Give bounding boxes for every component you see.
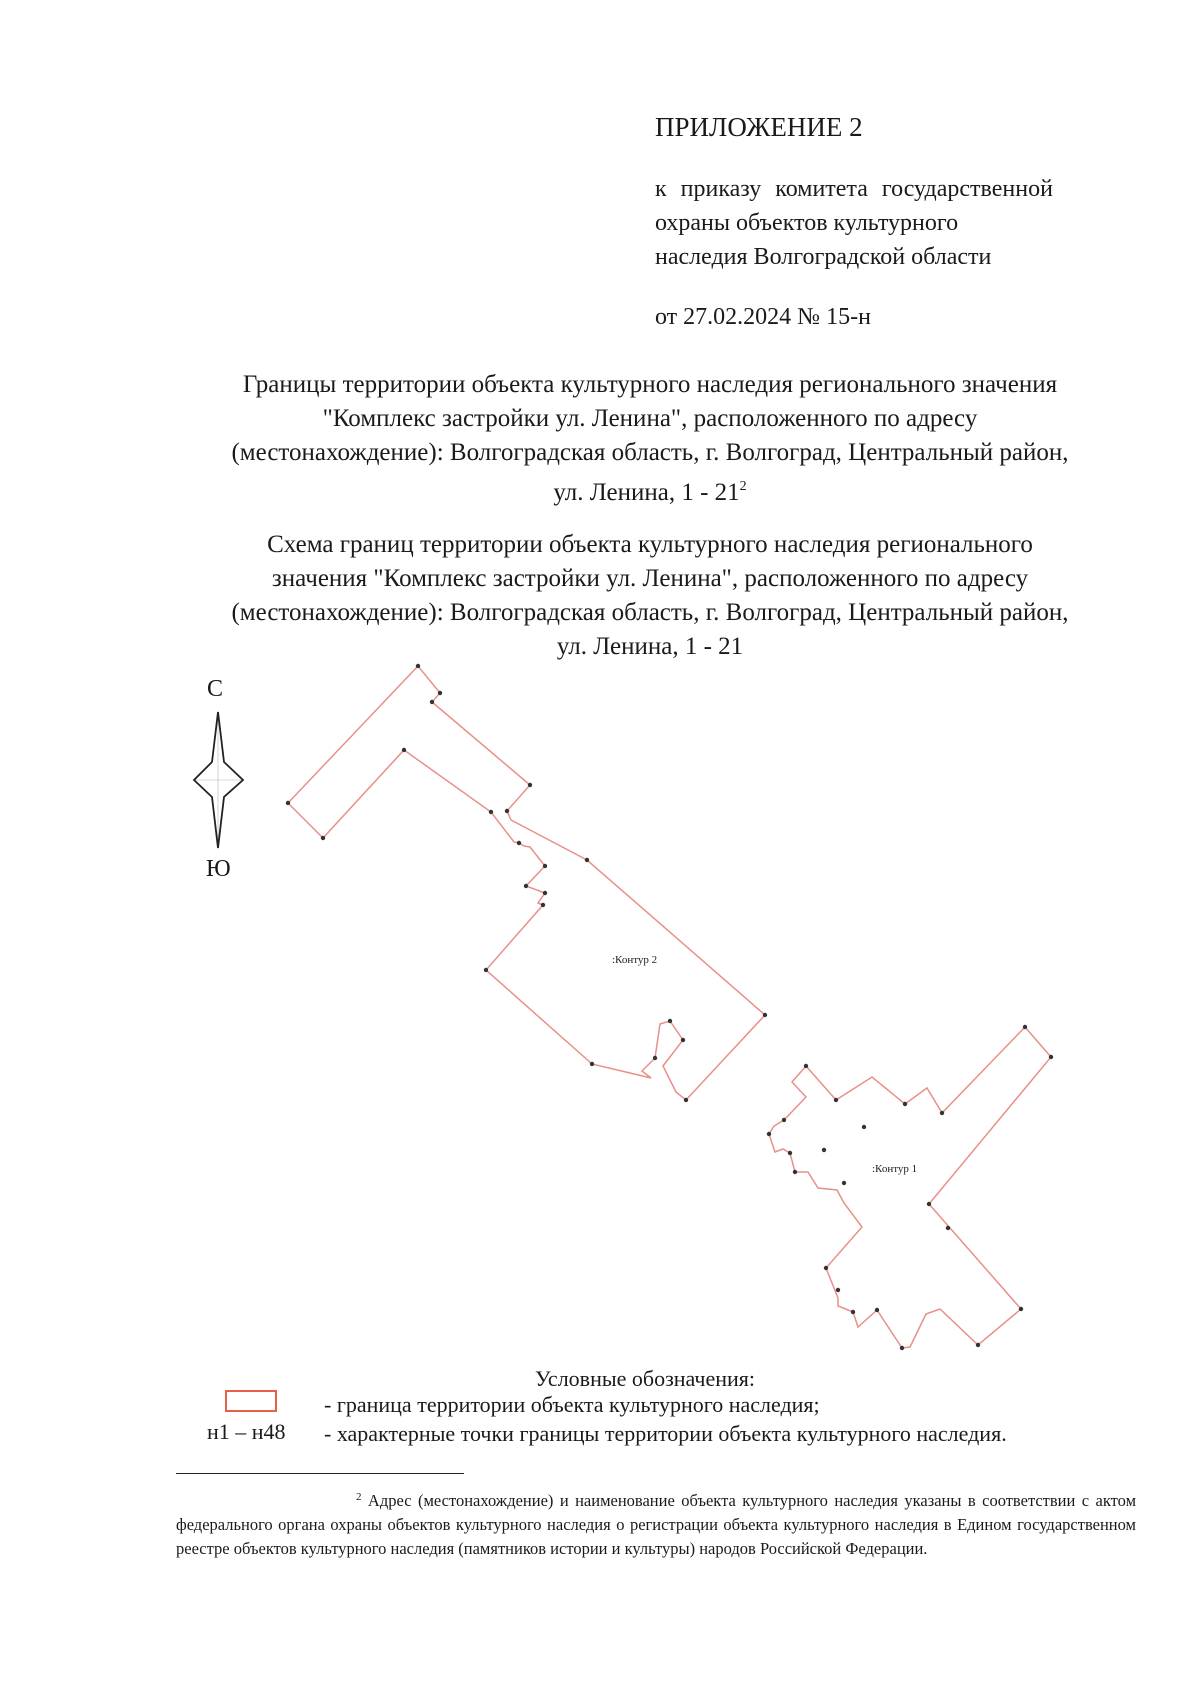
compass-star-icon: [194, 712, 243, 848]
boundary-point: [528, 783, 532, 787]
scheme-heading-line-4: ул. Ленина, 1 - 21: [556, 633, 744, 660]
footnote: [176, 1485, 1136, 1561]
contour-1-boundary: [769, 1027, 1051, 1348]
boundary-point: [804, 1064, 808, 1068]
boundary-point: [788, 1151, 792, 1155]
boundary-point: [862, 1125, 866, 1129]
legend-points-text: - характерные точки границы территории объекта культурного наследия.: [324, 1421, 1007, 1446]
legend-boundary-text: - граница территории объекта культурного наследия;: [324, 1392, 820, 1417]
boundary-point: [842, 1181, 846, 1185]
boundary-point: [927, 1202, 931, 1206]
boundary-point: [416, 664, 420, 668]
main-heading-line-3: (местонахождение): Волгоградская область, г. Волгоград, Центральный район,: [231, 439, 1069, 466]
boundary-point: [763, 1013, 767, 1017]
boundary-point: [946, 1226, 950, 1230]
scheme-heading-line-1: Схема границ территории объекта культурного наследия регионального: [267, 531, 1033, 558]
boundary-point: [484, 968, 488, 972]
boundary-point: [782, 1118, 786, 1122]
footnote-marker: 2: [355, 1491, 362, 1503]
contour-1-label: :Контур 1: [872, 1163, 918, 1175]
footnote-reference[interactable]: 2: [739, 479, 747, 494]
boundary-point: [286, 801, 290, 805]
boundary-point: [684, 1098, 688, 1102]
boundary-point: [543, 891, 547, 895]
boundary-point: [321, 836, 325, 840]
boundary-point: [681, 1038, 685, 1042]
appendix-date-number: от 27.02.2024 № 15-н: [655, 304, 871, 330]
main-heading-line-1: Границы территории объекта культурного наследия регионального значения: [242, 371, 1058, 398]
compass-south-label: Ю: [206, 856, 231, 882]
boundary-point: [1019, 1307, 1023, 1311]
boundary-point: [438, 691, 442, 695]
boundary-point: [1023, 1025, 1027, 1029]
legend-boundary-swatch: [225, 1390, 277, 1412]
boundary-point: [900, 1346, 904, 1350]
scheme-heading-line-3: (местонахождение): Волгоградская область, г. Волгоград, Центральный район,: [231, 599, 1069, 626]
boundary-point: [541, 903, 545, 907]
footnote-divider: [176, 1473, 464, 1474]
compass-north-label: С: [207, 676, 224, 702]
appendix-title: ПРИЛОЖЕНИЕ 2: [655, 112, 863, 142]
boundary-point: [836, 1288, 840, 1292]
boundary-point: [940, 1111, 944, 1115]
boundary-point: [585, 858, 589, 862]
boundary-point: [668, 1019, 672, 1023]
boundary-point: [875, 1308, 879, 1312]
legend-points-range: н1 – н48: [207, 1419, 286, 1444]
boundary-point: [430, 700, 434, 704]
legend-title: Условные обозначения:: [535, 1366, 756, 1391]
boundary-point: [653, 1056, 657, 1060]
contour-2-label: :Контур 2: [612, 954, 658, 966]
appendix-order-line-2: охраны объектов культурного: [655, 210, 959, 236]
scheme-heading-line-2: значения "Комплекс застройки ул. Ленина", расположенного по адресу: [271, 565, 1029, 592]
main-heading-line-2: "Комплекс застройки ул. Ленина", расположенного по адресу: [322, 405, 978, 432]
boundary-point: [834, 1098, 838, 1102]
boundary-point: [822, 1148, 826, 1152]
boundary-point: [489, 810, 493, 814]
boundary-point: [1049, 1055, 1053, 1059]
appendix-order-line-1: к приказу комитета государственной: [655, 176, 1053, 202]
boundary-point: [524, 884, 528, 888]
boundary-point: [590, 1062, 594, 1066]
boundary-point: [517, 841, 521, 845]
boundary-points: [286, 664, 1053, 1350]
boundary-point: [505, 809, 509, 813]
boundary-point: [903, 1102, 907, 1106]
boundary-point: [543, 864, 547, 868]
boundary-point: [851, 1310, 855, 1314]
appendix-order-line-3: наследия Волгоградской области: [655, 244, 992, 270]
contour-2-boundary: [288, 666, 765, 1100]
boundary-point: [824, 1266, 828, 1270]
footnote-text: Адрес (местонахождение) и наименование объекта культурного наследия указаны в соответствии с актом федерального органа охраны объектов культурного наследия о регистрации объекта культурного наследия в Едином государственном реестре объектов культурного наследия (памятников истории и культуры) народов Российской Федерации.: [176, 1491, 1137, 1558]
boundary-point: [976, 1343, 980, 1347]
boundary-point: [767, 1132, 771, 1136]
main-heading-address: ул. Ленина, 1 - 21: [553, 479, 740, 506]
boundary-point: [402, 748, 406, 752]
boundary-point: [793, 1170, 797, 1174]
